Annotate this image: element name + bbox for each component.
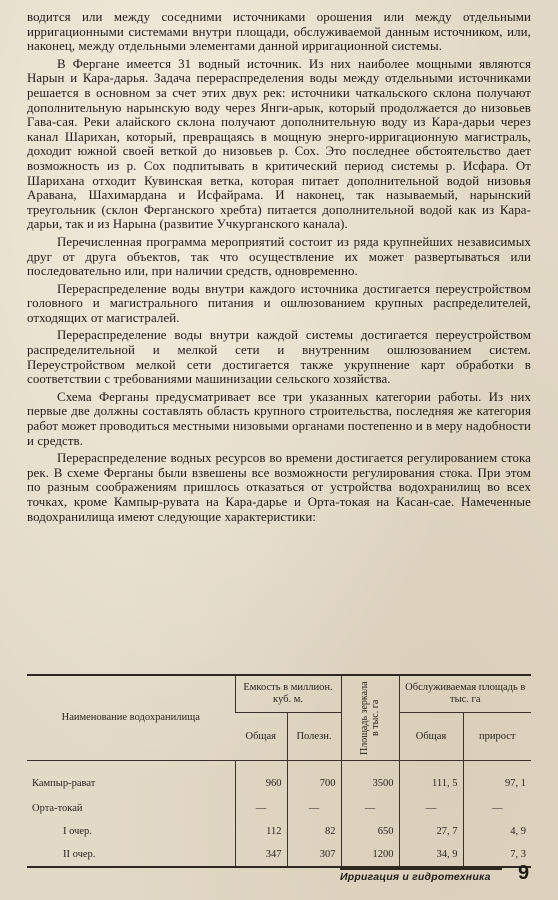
cell-mirror-area: 650 bbox=[341, 820, 399, 843]
cell-served-total: 111, 5 bbox=[399, 761, 463, 798]
footer-rule bbox=[340, 868, 502, 870]
header-served-growth: прирост bbox=[463, 713, 531, 761]
cell-served-growth: — bbox=[463, 797, 531, 820]
header-capacity: Емкость в миллион. куб. м. bbox=[235, 675, 341, 713]
cell-capacity-total: 112 bbox=[235, 820, 287, 843]
paragraph: Перераспределение воды внутри каждой системы достигается переустройством распределительной и мелкой сети и внутренним ошлюзованием систем. Переустройством мелкой сети достигается также укрупнение карт обработки в соответствии с требованиями машинизации сельского хозяйства. bbox=[27, 328, 531, 387]
cell-served-growth: 4, 9 bbox=[463, 820, 531, 843]
cell-name: II очер. bbox=[27, 843, 235, 867]
table-row bbox=[27, 761, 531, 798]
cell-capacity-useful: 307 bbox=[287, 843, 341, 867]
header-capacity-total: Общая bbox=[235, 713, 287, 761]
header-mirror-area bbox=[341, 675, 399, 761]
cell-served-total: — bbox=[399, 797, 463, 820]
reservoir-table bbox=[27, 674, 531, 868]
table-row bbox=[27, 820, 531, 843]
journal-title: Ирригация и гидротехника bbox=[340, 871, 491, 883]
table-row bbox=[27, 797, 531, 820]
cell-mirror-area: 1200 bbox=[341, 843, 399, 867]
header-served-total: Общая bbox=[399, 713, 463, 761]
cell-name: I очер. bbox=[63, 825, 92, 837]
cell-mirror-area: — bbox=[341, 797, 399, 820]
cell-served-growth: 97, 1 bbox=[463, 761, 531, 798]
paragraph: В Фергане имеется 31 водный источник. Из них наиболее мощными являются Нарын и Кара-дарья. Задача перераспределения воды между отдельными источниками решается в основном за счет этих двух рек: источники чаткальского склона получают дополнительную нарынскую воду через Янги-арык, который продолжается до низовьев Гава-сая. Реки алайского склона получают дополнительную воду из Кара-дарьи через канал Шарихан, который, превращаясь в мощную энерго-ирригационную магистраль, доходит южной своей веткой до низовьев р. Сох. Это последнее обстоятельство дает возможность из р. Сох подпитывать в критический период системы р. Исфара. От Шарихана отходит Кувинская ветка, которая питает дополнительной водой низовья Аравана, Шахимардана и Исфайрама. И наконец, так называемый, нарынский треугольник (склон Ферганского хребта) питается дополнительной водой как из Кара-дарьи, так и из Нарына (развитие Учкурганского канала). bbox=[27, 56, 531, 232]
header-served-area: Обслуживаемая площадь в тыс. га bbox=[399, 675, 531, 713]
page-number: 9 bbox=[518, 862, 530, 884]
cell-capacity-total: 960 bbox=[235, 761, 287, 798]
cell-capacity-useful: — bbox=[287, 797, 341, 820]
cell-capacity-total: 347 bbox=[235, 843, 287, 867]
paragraph-continuation: водится или между соседними источниками орошения или между отдельными ирригационными системами внутри площади, обслуживаемой данным источником, или, наконец, между отдельными элементами данной ирригационной системы. bbox=[27, 10, 531, 54]
cell-capacity-useful: 82 bbox=[287, 820, 341, 843]
header-reservoir-name: Наименование водохранилища bbox=[27, 675, 235, 761]
cell-capacity-total: — bbox=[235, 797, 287, 820]
paragraph: Перечисленная программа мероприятий состоит из ряда крупнейших независимых друг от друга объектов, так что осуществление их может развертываться или последовательно или, при наличии средств, одновременно. bbox=[27, 234, 531, 279]
cell-mirror-area: 3500 bbox=[341, 761, 399, 798]
paragraph: Схема Ферганы предусматривает все три указанных категории работы. Из них первые две должны составлять область крупного строительства, последняя же категория работ может проводиться местными низовыми органами постепенно и в меру надобности и средств. bbox=[27, 389, 531, 448]
header-capacity-useful: Полезн. bbox=[287, 713, 341, 761]
cell-name: Орта-токай bbox=[32, 802, 83, 814]
paragraph: Перераспределение водных ресурсов во времени достигается регулированием стока рек. В схеме Ферганы были взвешены все возможности регулирования стока. При этом по разным соображениям пришлось отказаться от устройства водохранилищ во всех точках, кроме Кампыр-рувата на Кара-дарье и Орта-токая на Касан-сае. Намеченные водохранилища имеют следующие характеристики: bbox=[27, 451, 531, 524]
table-row bbox=[27, 843, 531, 867]
cell-served-total: 27, 7 bbox=[399, 820, 463, 843]
cell-name: Кампыр-рават bbox=[32, 778, 96, 789]
page-footer bbox=[340, 862, 540, 888]
cell-capacity-useful: 700 bbox=[287, 761, 341, 798]
body-text bbox=[27, 10, 531, 527]
header-mirror-area-text: Площадь зеркала в тыс. га bbox=[359, 681, 381, 755]
cell-served-total: 34, 9 bbox=[399, 843, 463, 867]
cell-served-growth: 7, 3 bbox=[463, 843, 531, 867]
paragraph: Перераспределение воды внутри каждого источника достигается переустройством головного и магистрального питания и ошлюзованием крупных распределителей, отходящих от магистралей. bbox=[27, 281, 531, 325]
